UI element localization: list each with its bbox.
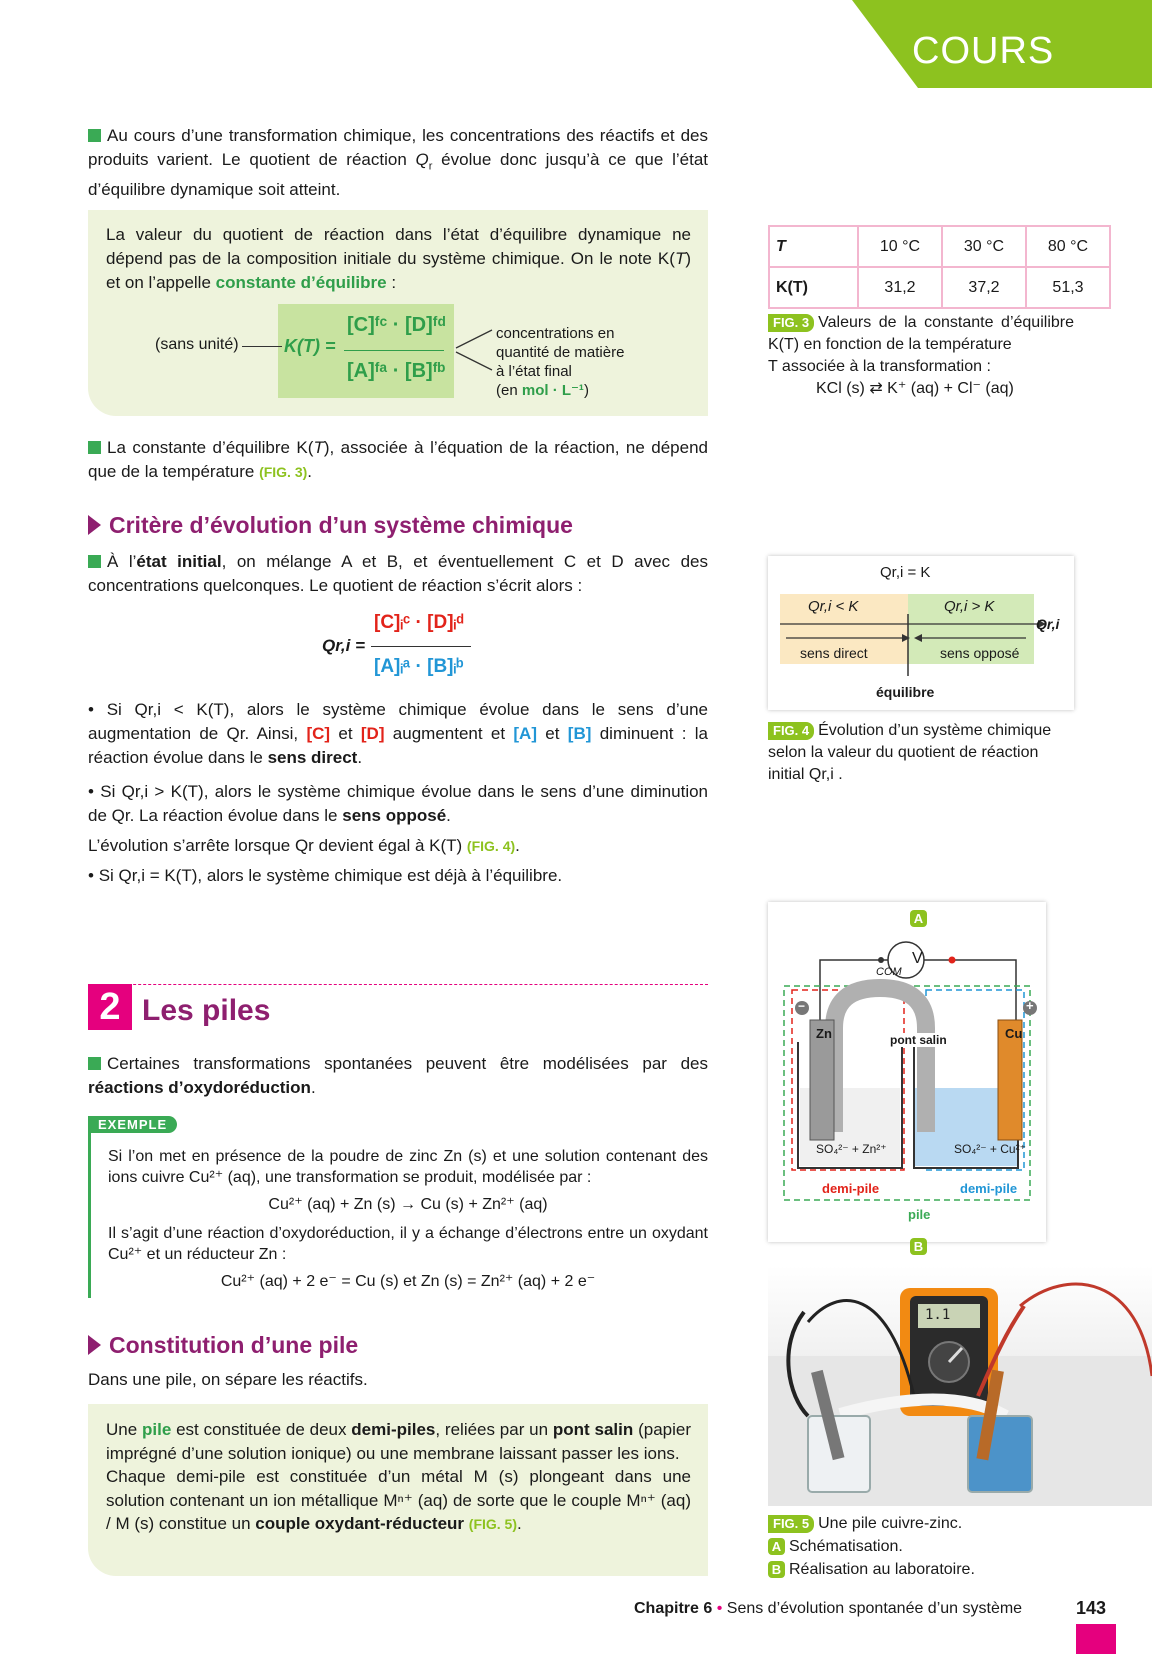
fig4-sens-direct: sens direct	[800, 645, 868, 661]
bullet-sens-direct: • Si Qr,i < K(T), alors le système chimique évolue dans le sens d’une augmentation de Qr. Ainsi, [C] et [D] augmentent et [A] et [B] diminuent : la réaction évolue dans le sens direct.	[88, 700, 708, 767]
formula-k-numerator: [C]ᶠᶜ · [D]ᶠᵈ	[347, 314, 446, 336]
fig4-equilibre: équilibre	[876, 684, 935, 700]
formula-k-label: K(T) =	[284, 336, 336, 356]
fig5-demi-left: demi-pile	[822, 1181, 880, 1196]
bullet-sens-oppose: • Si Qr,i > K(T), alors le système chimique évolue dans le sens d’une diminution de Qr. La réaction évolue dans le sens opposé.	[88, 782, 708, 825]
fig5-cu: Cu	[1005, 1026, 1023, 1041]
exemple-border	[88, 1120, 91, 1298]
fig5-badge-a: A	[910, 910, 927, 927]
fig5-com: COM	[876, 966, 902, 978]
formula-qri-lhs: Qr,i =	[322, 636, 365, 655]
evolution-stop: L’évolution s’arrête lorsque Qr devient égal à K(T) (FIG. 4).	[88, 836, 520, 855]
formula-note: concentrations en quantité de matière à l’état final (en mol · L⁻¹)	[496, 325, 625, 399]
page-corner-mark	[1076, 1624, 1116, 1654]
bullet-square-icon	[88, 555, 101, 568]
footer	[634, 1600, 1022, 1618]
section-heading-critere: Critère d’évolution d’un système chimique	[88, 512, 573, 539]
formula-qri-numerator: [C]ᵢᶜ · [D]ᵢᵈ	[374, 612, 464, 633]
fig4-right-label: Qr,i > K	[944, 598, 995, 615]
section-title-piles: Les piles	[142, 994, 271, 1027]
exemple-tag: EXEMPLE	[88, 1116, 177, 1133]
fig5-minus: −	[798, 999, 806, 1013]
fig5-badge-b: B	[910, 1238, 927, 1255]
fraction-bar	[371, 646, 471, 647]
etat-initial-paragraph: À l’état initial, on mélange A et B, et éventuellement C et D avec des concentrations quelconques. Le quotient de réaction s’écrit alors :	[88, 552, 708, 595]
table-row: T 10 °C 30 °C 80 °C	[769, 226, 1110, 267]
fig5-circuit-diagram	[776, 932, 1038, 1204]
fig4-sens-oppose: sens opposé	[940, 645, 1020, 661]
fig5-caption: FIG. 5 Une pile cuivre-zinc. A Schématisation. B Réalisation au laboratoire.	[768, 1512, 1078, 1581]
intro-paragraph: Au cours d’une transformation chimique, les concentrations des réactifs et des produits varient. Le quotient de réaction $Q_r$ évolue donc jusqu’à ce que l’état d’équilibre dynamique soit atteint.	[88, 126, 708, 200]
fig5-pile: pile	[908, 1207, 931, 1222]
reactifs-paragraph: Dans une pile, on sépare les réactifs.	[88, 1370, 368, 1389]
formula-sans-unite: (sans unité)	[155, 336, 239, 353]
triangle-icon	[88, 515, 101, 535]
formula-k-denominator: [A]ᶠᵃ · [B]ᶠᵇ	[347, 360, 446, 382]
cours-label: COURS	[912, 30, 1055, 72]
exemple-content: Si l’on met en présence de la poudre de zinc Zn (s) et une solution contenant des ions cuivre Cu²⁺ (aq), une transformation se produit, modélisée par : Cu²⁺ (aq) + Zn (s) → Cu (s) + Zn²⁺ (aq) Il s’agit d’une réaction d’oxydoréduction, il y a échange d’électrons entre un oxydant Cu²⁺ et un réducteur Zn : Cu²⁺ (aq) + 2 e⁻ = Cu (s) et Zn (s) = Zn²⁺ (aq) + 2 e⁻	[108, 1148, 708, 1290]
constante-paragraph: La constante d’équilibre K(T), associée à l’équation de la réaction, ne dépend que de la température (FIG. 3).	[88, 438, 709, 481]
fig5-zn: Zn	[816, 1026, 832, 1041]
note-arrows-icon	[452, 322, 494, 378]
footer-title: Sens d’évolution spontanée d’un système	[726, 1600, 1023, 1617]
section-divider	[88, 984, 708, 985]
bullet-square-icon	[88, 441, 101, 454]
section-number-2: 2	[88, 984, 132, 1030]
fig5-sol-left: SO₄²⁻ + Zn²⁺	[816, 1142, 887, 1156]
table-row: K(T) 31,2 37,2 51,3	[769, 267, 1110, 308]
footer-chapter: Chapitre 6	[634, 1600, 713, 1617]
definition-text: La valeur du quotient de réaction dans l’état d’équilibre dynamique ne dépend pas de la composition initiale du système chimique. On le note K(T) et on l’appelle constante d’équilibre :	[106, 225, 691, 292]
constante-table	[768, 225, 1111, 309]
fig5-lcd-readout: 1.1	[925, 1307, 951, 1323]
fig5-voltmeter-v: V	[912, 950, 923, 967]
fig5-lab-photo	[768, 1266, 1152, 1506]
section-heading-constitution: Constitution d’une pile	[88, 1332, 358, 1359]
footer-bullet: •	[716, 1600, 723, 1617]
pile-definition-text: Une pile est constituée de deux demi-piles, reliées par un pont salin (papier imprégné d’une solution ionique) ou une membrane laissant passer les ions. Chaque demi-pile est constituée d’un métal M (s) plongeant dans une solution contenant un ion métallique Mⁿ⁺ (aq) de sorte que le couple Mⁿ⁺ (aq) / M (s) constitue un couple oxydant-réducteur (FIG. 5).	[106, 1420, 692, 1533]
fig4-left-label: Qr,i < K	[808, 598, 859, 615]
bullet-square-icon	[88, 129, 101, 142]
bullet-square-icon	[88, 1057, 101, 1070]
triangle-icon	[88, 1335, 101, 1355]
page-number: 143	[1076, 1598, 1107, 1618]
formula-qri-denominator: [A]ᵢᵃ · [B]ᵢᵇ	[374, 656, 464, 677]
arrow-line	[242, 346, 282, 347]
fig5-demi-right: demi-pile	[960, 1181, 1018, 1196]
fraction-bar	[344, 350, 444, 351]
fig5-pont: pont salin	[890, 1033, 947, 1047]
fig5-plus: +	[1026, 998, 1034, 1013]
oxydoreduction-paragraph: Certaines transformations spontanées peuvent être modélisées par des réactions d’oxydoréduction.	[88, 1054, 708, 1097]
fig4-caption: FIG. 4 Évolution d’un système chimique selon la valeur du quotient de réaction initial Qr,i .	[768, 722, 1052, 783]
bullet-equilibre: • Si Qr,i = K(T), alors le système chimique est déjà à l’équilibre.	[88, 866, 563, 885]
fig3-caption: FIG. 3 Valeurs de la constante d’équilibre K(T) en fonction de la température T associée à la transformation : KCl (s) ⇄ K⁺ (aq) + Cl⁻ (aq)	[768, 314, 1074, 397]
fig4-axis-label: Qr,i	[1036, 616, 1060, 632]
fig4-top-label: Qr,i = K	[880, 564, 931, 581]
fig5-sol-right: SO₄²⁻ + Cu²⁺	[954, 1142, 1026, 1156]
